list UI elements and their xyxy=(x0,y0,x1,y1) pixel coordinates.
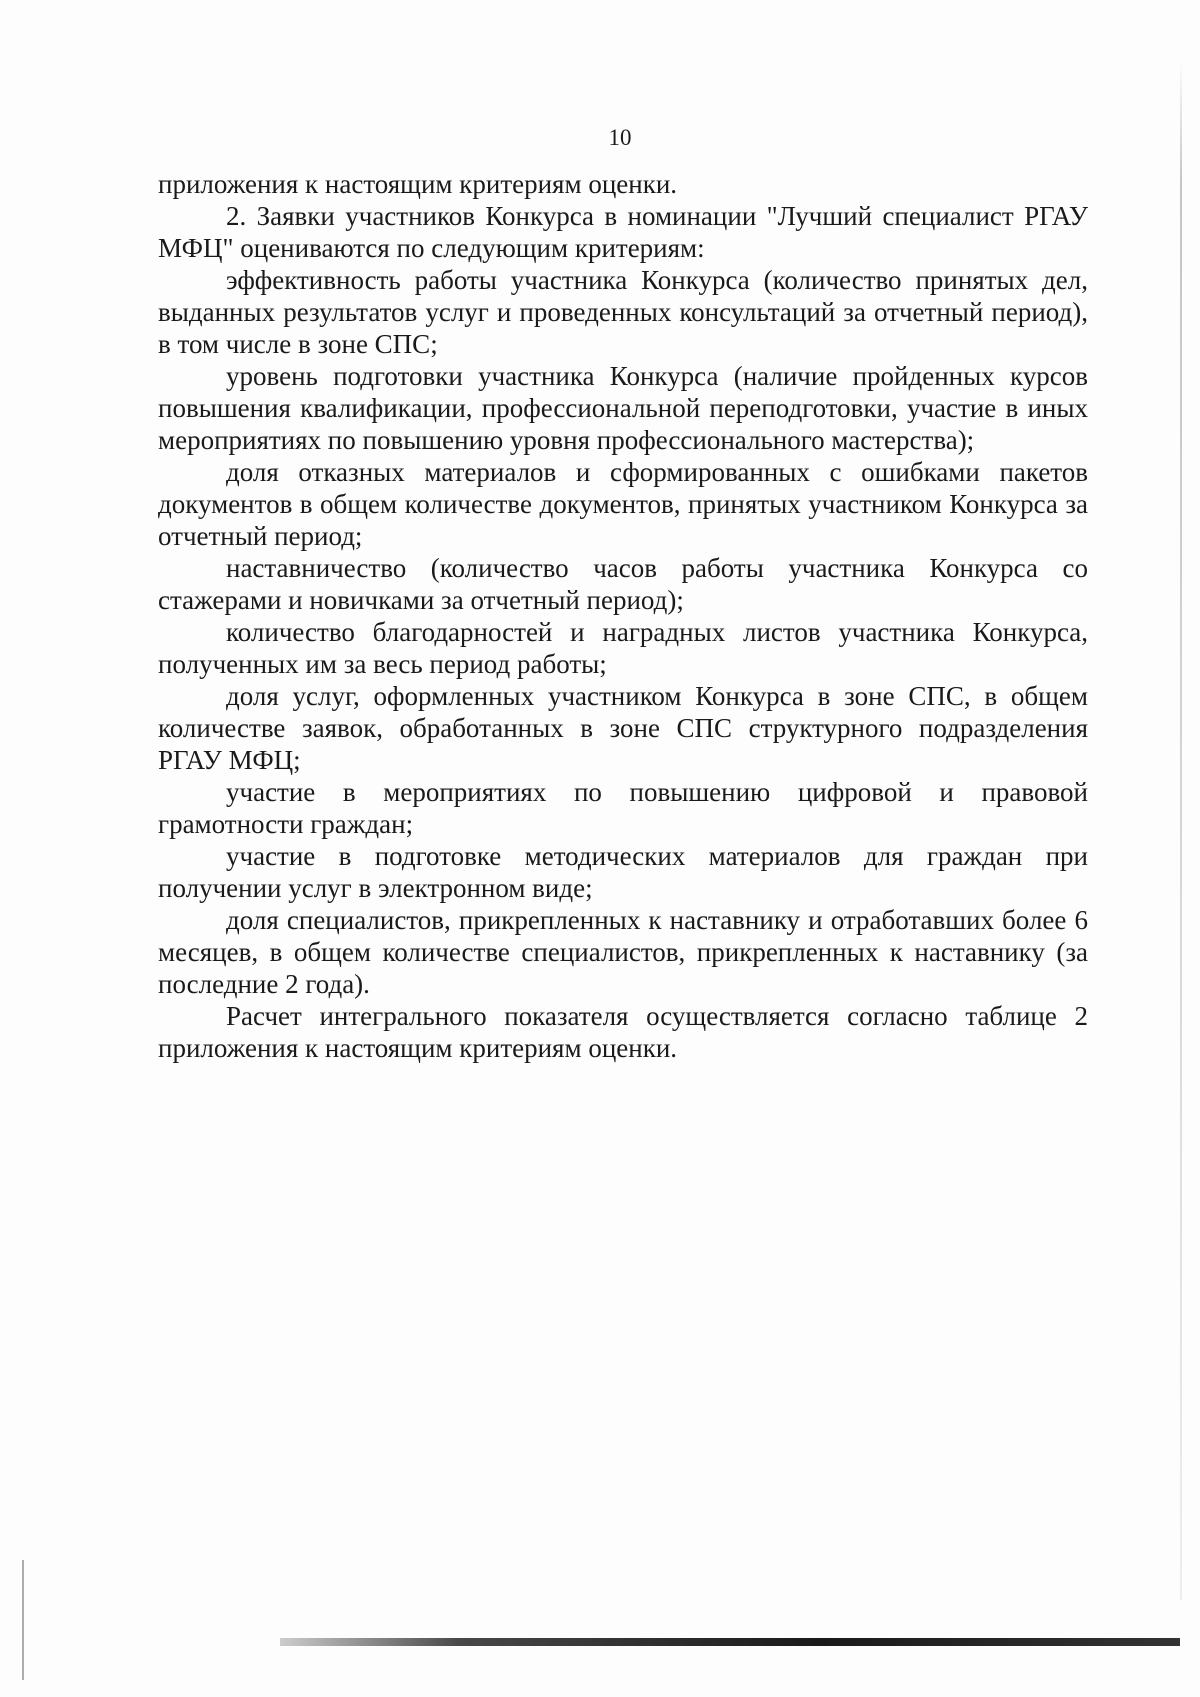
paragraph-criterion-rejections: доля отказных материалов и сформированных с ошибками пакетов документов в общем количестве документов, принятых участником Конкурса за отчетный период; xyxy=(158,457,1088,551)
paragraph-calculation-note: Расчет интегрального показателя осуществляется согласно таблице 2 приложения к настоящим критериям оценки. xyxy=(158,1001,1088,1063)
paragraph-criterion-materials: участие в подготовке методических материалов для граждан при получении услуг в электронном виде; xyxy=(158,841,1088,903)
paragraph-criterion-retention: доля специалистов, прикрепленных к наставнику и отработавших более 6 месяцев, в общем количестве специалистов, прикрепленных к наставнику (за последние 2 года). xyxy=(158,905,1088,999)
scan-edge-line-right xyxy=(1180,60,1182,1600)
scan-edge-line-left xyxy=(22,1560,24,1680)
paragraph-continuation: приложения к настоящим критериям оценки. xyxy=(158,169,678,199)
paragraph-criterion-sps-share: доля услуг, оформленных участником Конкурса в зоне СПС, в общем количестве заявок, обработанных в зоне СПС структурного подразделения РГАУ МФЦ; xyxy=(158,681,1088,775)
document-body xyxy=(158,168,1088,1064)
paragraph-criterion-mentoring: наставничество (количество часов работы участника Конкурса со стажерами и новичками за отчетный период); xyxy=(158,553,1088,615)
paragraph-criteria-intro: 2. Заявки участников Конкурса в номинации "Лучший специалист РГАУ МФЦ" оцениваются по следующим критериям: xyxy=(158,201,1088,263)
paragraph-criterion-efficiency: эффективность работы участника Конкурса (количество принятых дел, выданных результатов услуг и проведенных консультаций за отчетный период), в том числе в зоне СПС; xyxy=(158,265,1088,359)
paragraph-criterion-literacy: участие в мероприятиях по повышению цифровой и правовой грамотности граждан; xyxy=(158,777,1088,839)
page-number: 10 xyxy=(608,125,632,150)
scan-bottom-bar xyxy=(280,1638,1180,1646)
paragraph-criterion-training: уровень подготовки участника Конкурса (наличие пройденных курсов повышения квалификации, профессиональной переподготовки, участие в иных мероприятиях по повышению уровня профессионального мастерства); xyxy=(158,361,1088,455)
paragraph-criterion-awards: количество благодарностей и наградных листов участника Конкурса, полученных им за весь период работы; xyxy=(158,617,1088,679)
